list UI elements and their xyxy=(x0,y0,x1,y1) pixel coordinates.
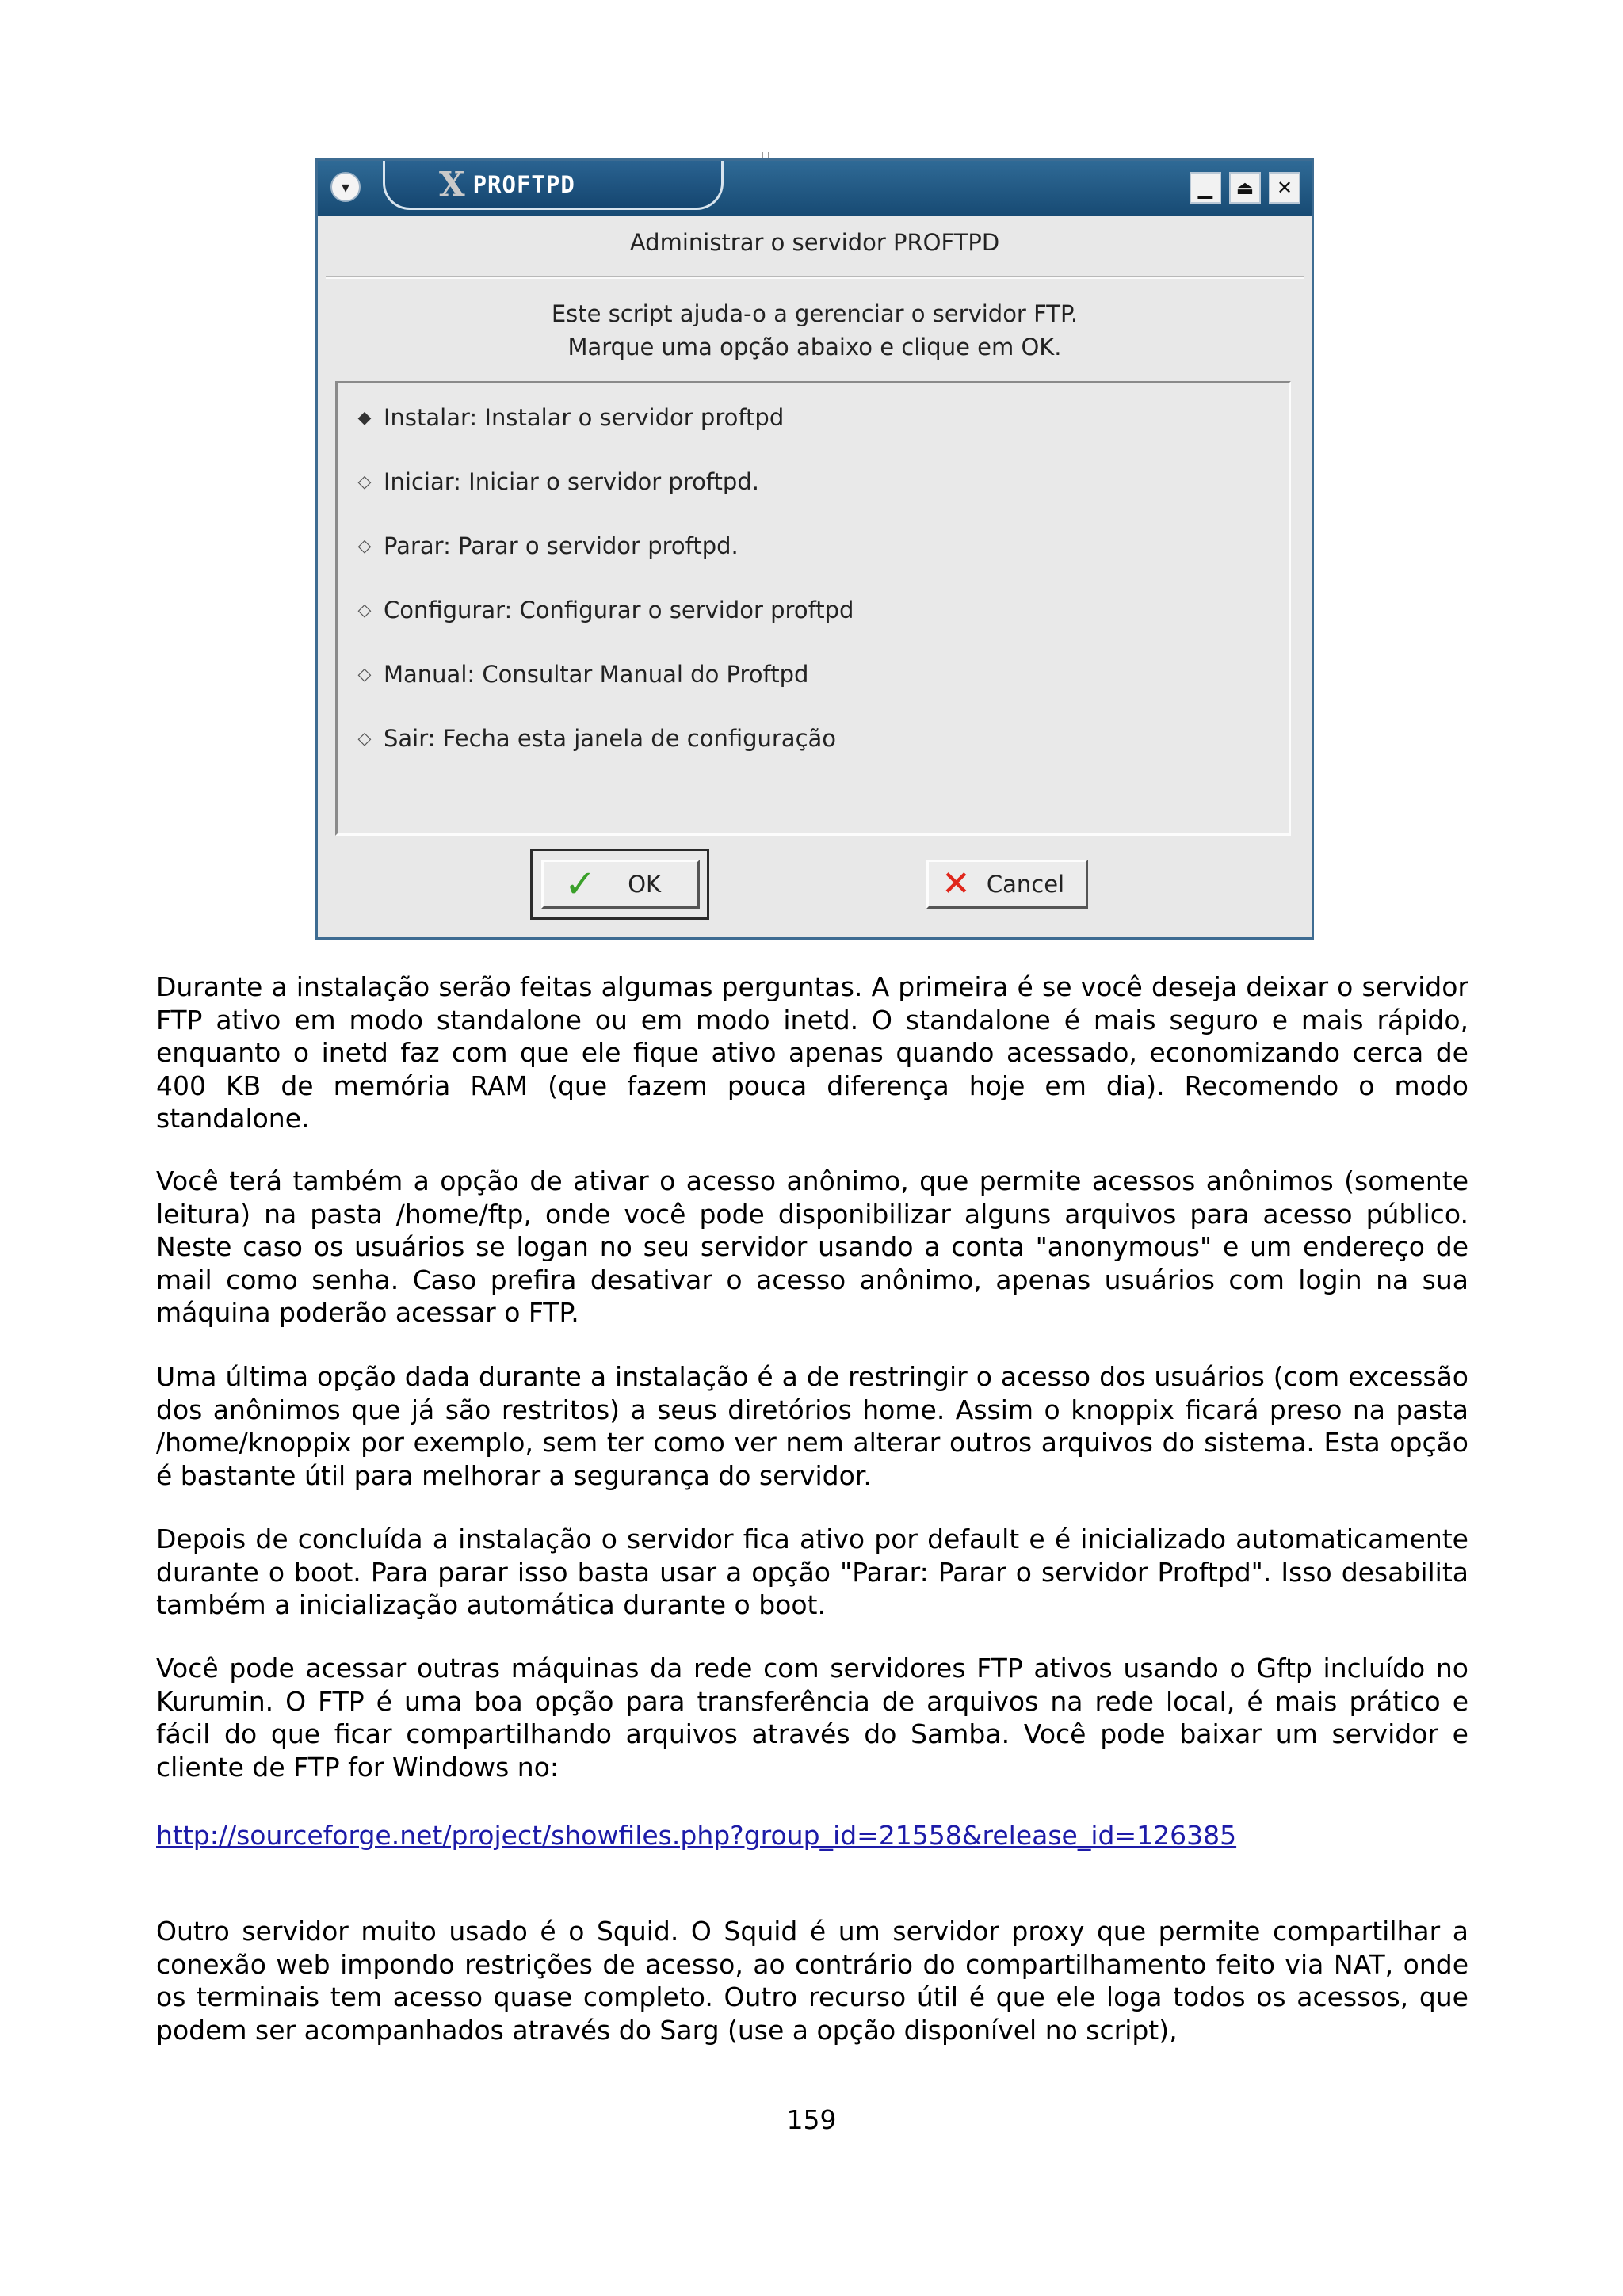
option-label: Sair: Fecha esta janela de configuração xyxy=(384,725,837,752)
paragraph-4: Depois de concluída a instalação o servidor fica ativo por default e é inicializado automaticamente durante o boot. Para parar isso basta usar a opção "Parar: Parar o servidor Proftpd". Isso desabilita também a inicialização automática durante o boot. xyxy=(156,1524,1468,1620)
window-controls xyxy=(1190,172,1300,204)
maximize-icon: ⏏ xyxy=(1235,177,1254,199)
dialog-heading: Administrar o servidor PROFTPD xyxy=(629,229,1000,256)
paragraph-5: Você pode acessar outras máquinas da rede com servidores FTP ativos usando o Gftp incluído no Kurumin. O FTP é uma boa opção para transferência de arquivos na rede local, é mais prático e fácil do que ficar compartilhando arquivos através do Samba. Você pode baixar um servidor e cliente de FTP for Windows no: xyxy=(156,1653,1468,1783)
options-list xyxy=(335,381,1291,836)
option-label: Instalar: Instalar o servidor proftpd xyxy=(384,404,785,431)
radio-selected-icon[interactable]: ◆ xyxy=(357,407,372,428)
maximize-button[interactable] xyxy=(1229,172,1261,204)
radio-icon[interactable]: ◇ xyxy=(357,664,372,685)
minimize-button[interactable] xyxy=(1190,172,1221,204)
title-bar[interactable] xyxy=(318,161,1312,216)
ok-button[interactable] xyxy=(541,860,700,909)
cancel-x-icon: ✕ xyxy=(941,864,971,904)
description-line-2: Marque uma opção abaixo e clique em OK. xyxy=(567,334,1062,360)
option-instalar[interactable] xyxy=(355,404,784,431)
option-configurar[interactable] xyxy=(355,597,854,624)
option-label: Parar: Parar o servidor proftpd. xyxy=(384,532,739,559)
page-number: 159 xyxy=(786,2104,837,2135)
option-label: Configurar: Configurar o servidor proftpd xyxy=(384,597,854,624)
option-iniciar[interactable] xyxy=(355,468,759,495)
paragraph-6: Outro servidor muito usado é o Squid. O Squid é um servidor proxy que permite compartilhar a conexão web impondo restrições de acesso, ao contrário do compartilhamento feito via NAT, onde os terminais tem acesso quase completo. Outro recurso útil é que ele loga todos os acessos, que podem ser acompanhados através do Sarg (use a opção disponível no script), xyxy=(156,1916,1468,2046)
window-menu-button[interactable] xyxy=(330,172,361,202)
checkmark-icon: ✓ xyxy=(564,862,597,906)
minimize-icon: ▁ xyxy=(1197,177,1213,199)
chevron-down-icon: ▾ xyxy=(341,177,350,196)
ok-label: OK xyxy=(628,871,662,898)
paragraph-1: Durante a instalação serão feitas algumas perguntas. A primeira é se você deseja deixar o servidor FTP ativo em modo standalone ou em modo inetd. O standalone é mais seguro e mais rápido, enquanto o inetd faz com que ele fique ativo apenas quando acessado, economizando cerca de 400 KB de memória RAM (que fazem pouca diferença hoje em dia). Recomendo o modo standalone. xyxy=(156,971,1468,1134)
radio-icon[interactable]: ◇ xyxy=(357,600,372,620)
title-tab[interactable] xyxy=(383,161,724,210)
radio-icon[interactable]: ◇ xyxy=(357,536,372,556)
close-button[interactable] xyxy=(1269,172,1300,204)
heading-divider xyxy=(326,276,1304,279)
option-label: Iniciar: Iniciar o servidor proftpd. xyxy=(384,468,759,495)
option-sair[interactable] xyxy=(355,725,836,752)
cancel-button[interactable] xyxy=(926,860,1088,909)
sourceforge-link[interactable]: http://sourceforge.net/project/showfiles.php?group_id=21558&release_id=126385 xyxy=(156,1820,1237,1851)
proftpd-dialog xyxy=(315,158,1314,940)
x-logo-icon: X xyxy=(439,164,465,204)
option-manual[interactable] xyxy=(355,661,808,688)
screenshot-crop-mark xyxy=(762,152,769,158)
option-parar[interactable] xyxy=(355,532,739,559)
paragraph-2: Você terá também a opção de ativar o acesso anônimo, que permite acessos anônimos (somente leitura) na pasta /home/ftp, onde você pode disponibilizar alguns arquivos para acesso público. Neste caso os usuários se logan no seu servidor usando a conta "anonymous" e um endereço de mail como senha. Caso prefira desativar o acesso anônimo, apenas usuários com login na sua máquina poderão acessar o FTP. xyxy=(156,1165,1468,1328)
option-label: Manual: Consultar Manual do Proftpd xyxy=(384,661,809,688)
dialog-description xyxy=(318,297,1312,364)
paragraph-3: Uma última opção dada durante a instalação é a de restringir o acesso dos usuários (com excessão dos anônimos que já são restritos) a seus diretórios home. Assim o knoppix ficará preso na pasta /home/knoppix por exemplo, sem ter como ver nem alterar outros arquivos do sistema. Esta opção é bastante útil para melhorar a segurança do servidor. xyxy=(156,1361,1468,1491)
radio-icon[interactable]: ◇ xyxy=(357,471,372,492)
close-icon: ✕ xyxy=(1276,177,1293,199)
cancel-label: Cancel xyxy=(986,871,1065,898)
radio-icon[interactable]: ◇ xyxy=(357,728,372,749)
window-title: PROFTPD xyxy=(472,170,575,198)
description-line-1: Este script ajuda-o a gerenciar o servidor FTP. xyxy=(551,300,1079,327)
